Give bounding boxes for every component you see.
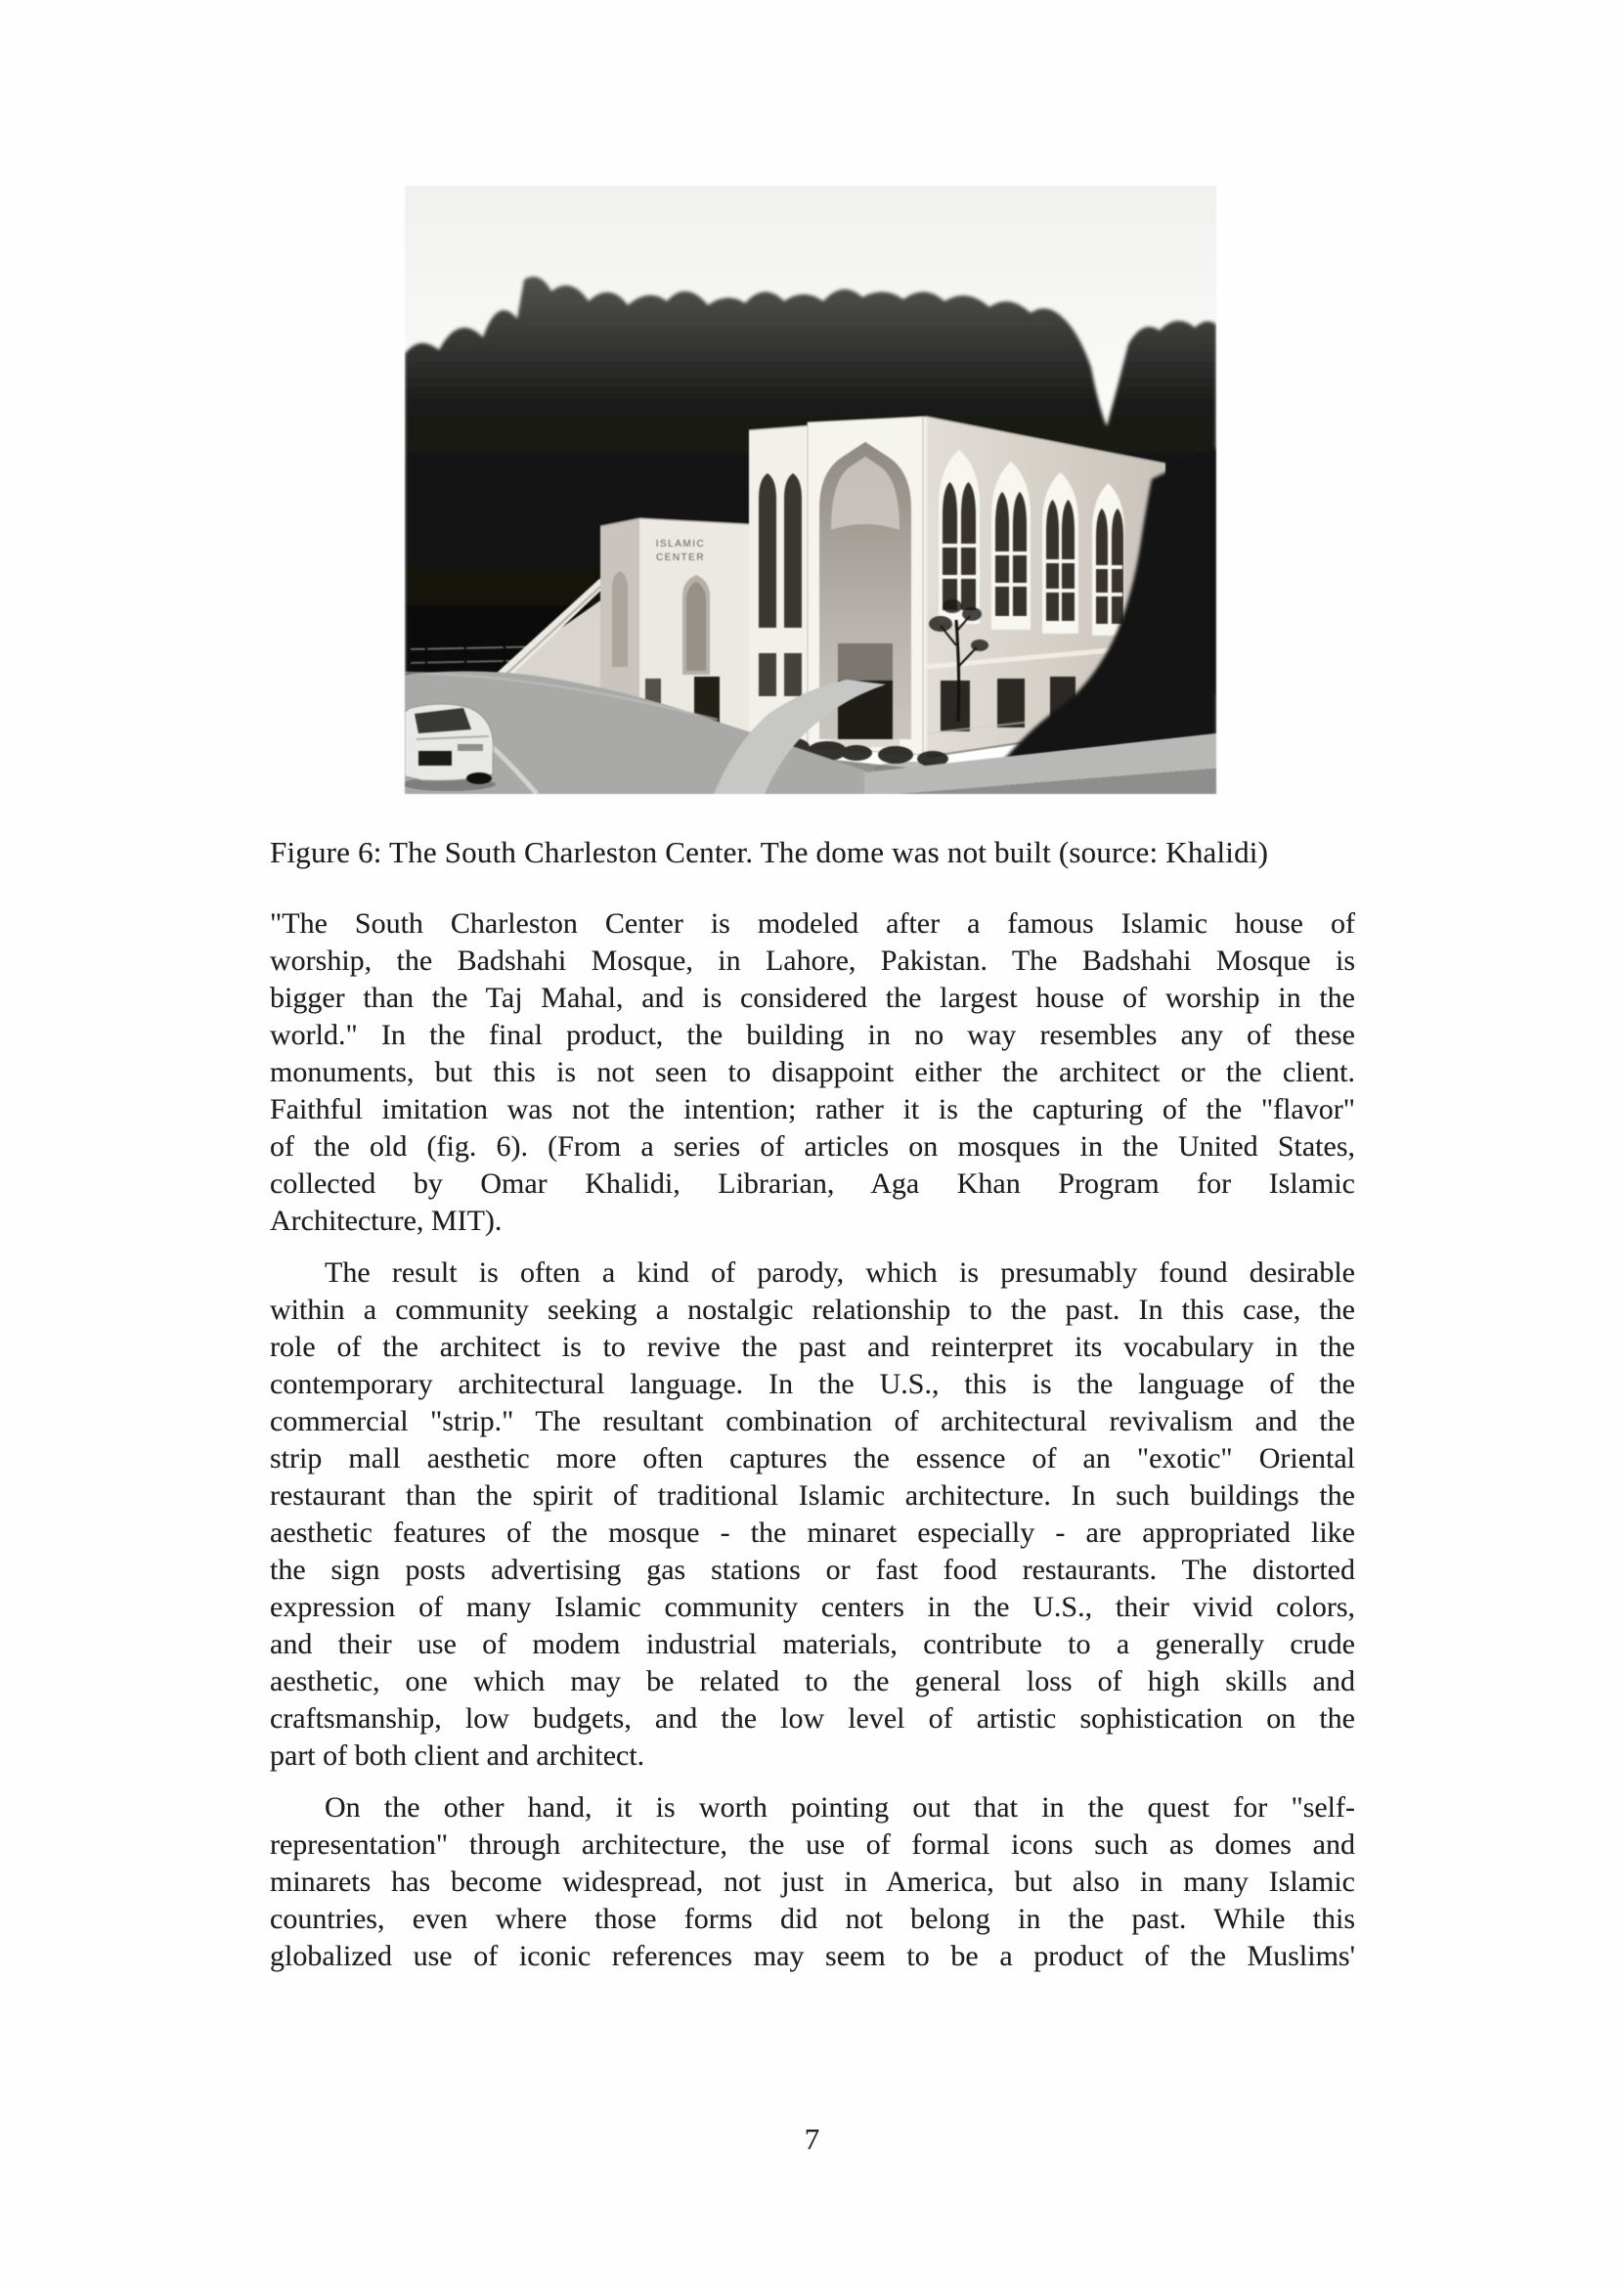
paragraph-1 <box>270 905 1355 1240</box>
car-license-plate <box>418 751 452 766</box>
building-sign-line2: CENTER <box>655 552 706 563</box>
text-line: Faithful imitation was not the intention; rather it is the capturing of the "flavor" <box>270 1093 1355 1125</box>
side-arch-window <box>1092 483 1124 636</box>
text-line: aesthetic, one which may be related to the general loss of high skills and <box>270 1665 1355 1697</box>
side-arch-window <box>1042 472 1078 634</box>
text-line: the sign posts advertising gas stations or fast food restaurants. The distorted <box>270 1554 1355 1586</box>
paragraph-2 <box>270 1254 1355 1775</box>
text-line: On the other hand, it is worth pointing out that in the quest for "self- <box>325 1791 1355 1824</box>
figure-caption: Figure 6: The South Charleston Center. The dome was not built (source: Khalidi) <box>270 835 1269 869</box>
text-line: monuments, but this is not seen to disappoint either the architect or the client. <box>270 1056 1355 1088</box>
text-line: role of the architect is to revive the past and reinterpret its vocabulary in the <box>270 1331 1355 1363</box>
text-line: The result is often a kind of parody, which is presumably found desirable <box>325 1256 1355 1289</box>
photo-car <box>405 704 496 791</box>
body-text <box>270 905 1355 1975</box>
front-narrow-window <box>759 473 776 628</box>
building-sign-line1: ISLAMIC <box>655 539 706 550</box>
text-line: within a community seeking a nostalgic relationship to the past. In this case, the <box>270 1294 1355 1326</box>
front-narrow-window <box>784 473 802 628</box>
text-line: contemporary architectural language. In the U.S., this is the language of the <box>270 1368 1355 1400</box>
text-line: minarets has become widespread, not just in America, but also in many Islamic <box>270 1866 1355 1898</box>
wing-arch-window <box>612 571 628 667</box>
page-number: 7 <box>804 2122 820 2156</box>
text-line: globalized use of iconic references may seem to be a product of the Muslims' <box>270 1940 1355 1972</box>
text-line: restaurant than the spirit of traditional Islamic architecture. In such buildings the <box>270 1479 1355 1512</box>
text-line: craftsmanship, low budgets, and the low level of artistic sophistication on the <box>270 1702 1355 1735</box>
text-line: and their use of modem industrial materials, contribute to a generally crude <box>270 1628 1355 1660</box>
text-line: Architecture, MIT). <box>270 1205 503 1237</box>
text-line: aesthetic features of the mosque - the minaret especially - are appropriated like <box>270 1517 1355 1549</box>
text-line: worship, the Badshahi Mosque, in Lahore, Pakistan. The Badshahi Mosque is <box>270 945 1355 977</box>
text-line: representation" through architecture, the use of formal icons such as domes and <box>270 1828 1355 1861</box>
side-arch-window <box>991 462 1031 630</box>
text-line: strip mall aesthetic more often captures the essence of an "exotic" Oriental <box>270 1442 1355 1474</box>
car-wheel <box>466 772 492 784</box>
text-line: part of both client and architect. <box>270 1739 645 1772</box>
side-arch-window <box>939 450 980 624</box>
text-line: collected by Omar Khalidi, Librarian, Aga Khan Program for Islamic <box>270 1167 1355 1200</box>
text-line: of the old (fig. 6). (From a series of articles on mosques in the United States, <box>270 1130 1355 1163</box>
text-line: "The South Charleston Center is modeled after a famous Islamic house of <box>270 907 1355 940</box>
figure-photo <box>405 186 1216 794</box>
text-line: expression of many Islamic community centers in the U.S., their vivid colors, <box>270 1591 1355 1623</box>
paragraph-3 <box>270 1789 1355 1975</box>
figure-6 <box>405 186 1216 794</box>
text-line: countries, even where those forms did not belong in the past. While this <box>270 1903 1355 1935</box>
text-line: world." In the final product, the building in no way resembles any of these <box>270 1019 1355 1051</box>
text-line: bigger than the Taj Mahal, and is considered the largest house of worship in the <box>270 982 1355 1014</box>
text-line: commercial "strip." The resultant combination of architectural revivalism and the <box>270 1405 1355 1437</box>
